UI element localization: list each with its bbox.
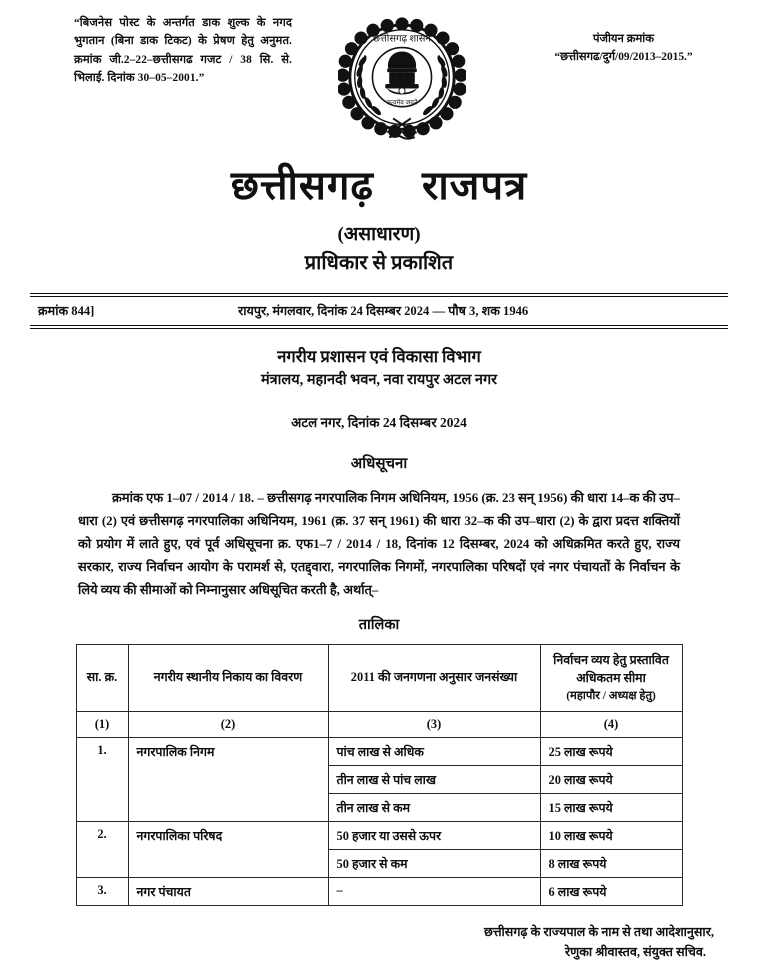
colnum-4: (4)	[540, 712, 682, 738]
table-body	[76, 738, 682, 906]
notification-heading: अधिसूचना	[350, 456, 408, 473]
row-population: –	[328, 878, 540, 906]
table-column-number-row	[76, 712, 682, 738]
colnum-3: (3)	[328, 712, 540, 738]
gazette-title-block	[0, 164, 758, 277]
row-limit: 25 लाख रूपये	[540, 738, 682, 766]
issue-place-date: अटल नगर, दिनांक 24 दिसम्बर 2024	[291, 415, 467, 431]
table-header-row	[76, 645, 682, 712]
gazette-subtitle-extraordinary: (असाधारण)	[337, 224, 421, 245]
signature-order-line: छत्तीसगढ़ के राज्यपाल के नाम से तथा आदेशानुसार,	[484, 925, 714, 940]
header-population: 2011 की जनगणना अनुसार जनसंख्या	[328, 645, 540, 712]
table-row	[76, 738, 682, 766]
table-row	[76, 822, 682, 850]
emblem-caption-text: छत्तीसगढ़ शासन	[372, 33, 431, 45]
registration-number: “छत्तीसगढ/दुर्ग/09/2013–2015.”	[554, 51, 693, 64]
row-limit: 8 लाख रूपये	[540, 850, 682, 878]
postal-registration-note: “बिजनेस पोस्ट के अन्तर्गत डाक शुल्क के नगद भुगतान (बिना डाक टिकट) के प्रेषण हेतु अनुमत. क्रमांक जी.2–22–छत्तीसगढ गजट / 38 सि. से. भिलाई. दिनांक 30–05–2001.”	[74, 17, 292, 85]
header-expenditure-limit	[540, 645, 682, 712]
ashoka-lion-capital-icon	[385, 52, 418, 95]
signatory-name: रेणुका श्रीवास्तव	[565, 945, 637, 960]
header-expenditure-limit-line2: अधिकतम सीमा	[576, 670, 646, 685]
header-body-description: नगरीय स्थानीय निकाय का विवरण	[128, 645, 328, 712]
gazette-place-date: रायपुर, मंगलवार, दिनांक 24 दिसम्बर 2024 — पौष 3, शक 1946	[238, 303, 529, 318]
serial-date-line	[30, 297, 728, 325]
table-caption: तालिका	[358, 617, 400, 634]
serial-rule-area	[30, 293, 728, 329]
department-block	[0, 345, 758, 392]
table-row	[76, 878, 682, 906]
state-emblem-container	[327, 14, 477, 154]
signatory-designation: , संयुक्त सचिव.	[636, 945, 706, 960]
row-population: तीन लाख से पांच लाख	[328, 766, 540, 794]
row-population: 50 हजार से कम	[328, 850, 540, 878]
row-limit: 10 लाख रूपये	[540, 822, 682, 850]
notification-body-text: क्रमांक एफ 1–07 / 2014 / 18. – छत्तीसगढ़ नगरपालिक निगम अधिनियम, 1956 (क्र. 23 सन् 1956) की धारा 14–क की उप–धारा (2) एवं छत्तीसगढ़ नगरपालिका अधिनियम, 1961 (क्र. 37 सन् 1961) की धारा 32–क की उप–धारा (2) के द्वारा प्रदत्त शक्तियों को प्रयोग में लाते हुए, एवं पूर्व अधिसूचना क्र. एफ1–7 / 2014 / 18, दिनांक 12 दिसम्बर, 2024 को अधिक्रमित करते हुए, राज्य सरकार, राज्य निर्वाचन आयोग के परामर्श से, एतद्द्वारा, नगरपालिक निगमों, नगरपालिका परिषदों एवं नगर पंचायतों के निर्वाचन के लिये व्यय की सीमाओं को निम्नानुसार अधिसूचित करती है, अर्थात्–	[78, 491, 680, 598]
row-population: 50 हजार या उससे ऊपर	[328, 822, 540, 850]
chhattisgarh-state-emblem-icon	[338, 16, 466, 154]
colnum-1: (1)	[76, 712, 128, 738]
header-serial: सा. क्र.	[76, 645, 128, 712]
emblem-motto-text: सत्यमेव जयते	[386, 99, 417, 107]
gazette-title-word: राजपत्र	[421, 163, 528, 208]
masthead	[0, 0, 758, 154]
row-serial: 1.	[76, 738, 128, 822]
colnum-2: (2)	[128, 712, 328, 738]
signatory	[0, 942, 714, 962]
row-serial: 3.	[76, 878, 128, 906]
divider-bottom	[30, 325, 728, 329]
row-population: तीन लाख से कम	[328, 794, 540, 822]
gazette-title-state: छत्तीसगढ़	[230, 163, 374, 208]
row-body-description: नगरपालिक निगम	[128, 738, 328, 822]
department-name: नगरीय प्रशासन एवं विकासा विभाग	[277, 346, 481, 366]
row-body-description: नगर पंचायत	[128, 878, 328, 906]
row-population: पांच लाख से अधिक	[328, 738, 540, 766]
gazette-subtitle-authority: प्राधिकार से प्रकाशित	[304, 251, 454, 274]
expenditure-limits-table	[76, 644, 683, 906]
row-limit: 20 लाख रूपये	[540, 766, 682, 794]
row-limit: 15 लाख रूपये	[540, 794, 682, 822]
row-body-description: नगरपालिका परिषद	[128, 822, 328, 878]
department-address: मंत्रालय, महानदी भवन, नवा रायपुर अटल नगर	[260, 371, 498, 388]
page-title	[0, 164, 758, 208]
header-expenditure-limit-line1: निर्वाचन व्यय हेतु प्रस्तावित	[553, 652, 669, 667]
row-limit: 6 लाख रूपये	[540, 878, 682, 906]
table-header	[76, 645, 682, 738]
header-expenditure-limit-line3: (महापौर / अध्यक्ष हेतु)	[566, 689, 656, 702]
row-serial: 2.	[76, 822, 128, 878]
gazette-registration-block	[511, 14, 736, 67]
signature-block	[0, 922, 714, 962]
registration-label: पंजीयन क्रमांक	[593, 33, 654, 45]
gazette-serial-number: क्रमांक 844]	[38, 303, 95, 318]
